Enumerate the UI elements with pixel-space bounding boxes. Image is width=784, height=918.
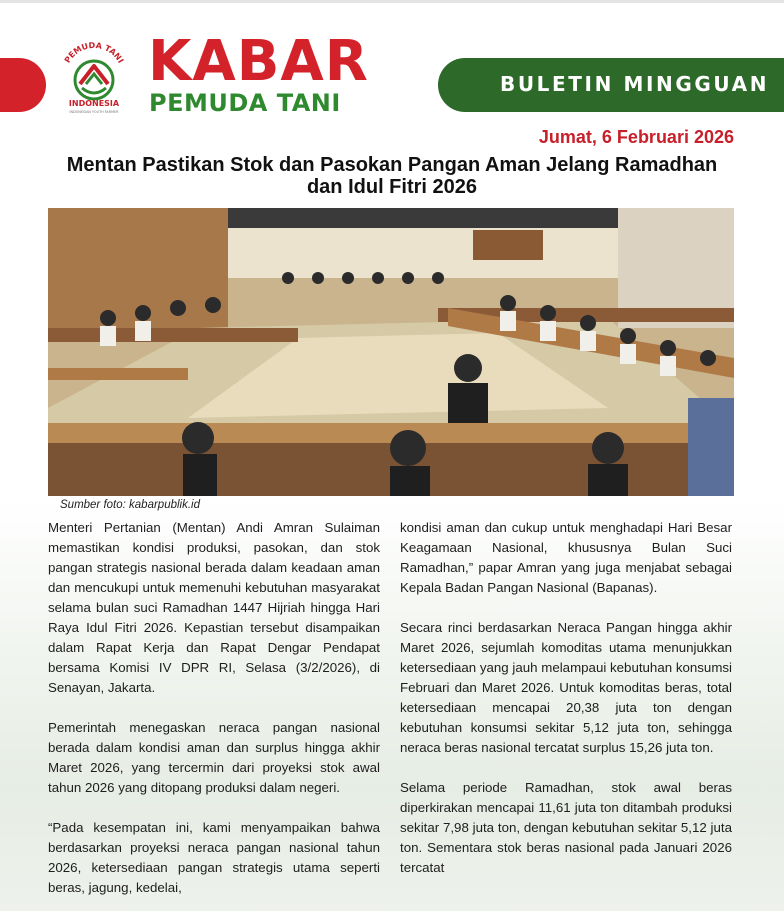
brand-title-kabar: KABAR	[148, 29, 369, 94]
logo-bottom-text: INDONESIA	[68, 99, 120, 108]
meeting-room-illustration	[48, 208, 734, 496]
logo-top-text: PEMUDA TANI	[62, 40, 126, 65]
article-paragraph: Secara rinci berdasarkan Neraca Pangan hingga akhir Maret 2026, sejumlah komoditas utama menunjukkan ketersediaan yang jauh melampaui kebutuhan konsumsi Februari dan Maret 2026. Untuk komoditas beras, total ketersediaan mencapai 20,38 juta ton dengan kebutuhan konsumsi sekitar 5,12 juta ton, sehingga neraca beras nasional tercatat surplus 15,26 juta ton.	[400, 620, 732, 755]
article-headline: Mentan Pastikan Stok dan Pasokan Pangan Aman Jelang Ramadhan dan Idul Fitri 2026	[66, 154, 718, 198]
article-paragraph: “Pada kesempatan ini, kami menyampaikan bahwa berdasarkan proyeksi neraca pangan nasional tahun 2026, ketersediaan pangan strategis utama seperti beras, jagung, kedelai,	[48, 820, 380, 895]
red-accent-tab	[0, 58, 46, 112]
article-paragraph: Pemerintah menegaskan neraca pangan nasional berada dalam kondisi aman dan surplus hingga akhir Maret 2026, yang tercermin dari proyeksi stok awal tahun 2026 yang ditopang produksi dalam negeri.	[48, 720, 380, 795]
logo-tagline: INDONESIAN YOUTH FARMER	[69, 110, 119, 114]
photo-caption: Sumber foto: kabarpublik.id	[60, 499, 200, 511]
article-paragraph: Selama periode Ramadhan, stok awal beras diperkirakan mencapai 11,61 juta ton ditambah produksi sekitar 7,98 juta ton, dengan kebutuhan sekitar 5,12 juta ton. Sementara stok beras nasional pada Januari 2026 tercatat	[400, 780, 732, 875]
top-divider	[0, 0, 784, 3]
article-column-right	[400, 518, 732, 898]
article-photo	[48, 208, 734, 496]
pemuda-tani-logo	[56, 40, 132, 116]
article-paragraph: Menteri Pertanian (Mentan) Andi Amran Sulaiman memastikan kondisi produksi, pasokan, dan stok pangan strategis nasional berada dalam keadaan aman dan mencukupi untuk memenuhi kebutuhan masyarakat selama bulan suci Ramadhan 1447 Hijriah hingga Hari Raya Idul Fitri 2026. Kepastian tersebut disampaikan dalam Rapat Kerja dan Rapat Dengar Pendapat bersama Komisi IV DPR RI, Selasa (3/2/2026), di Senayan, Jakarta.	[48, 520, 380, 695]
issue-date: Jumat, 6 Februari 2026	[538, 127, 734, 147]
brand-title-pemuda-tani: PEMUDA TANI	[149, 89, 341, 117]
bulletin-label: BULETIN MINGGUAN	[500, 72, 770, 96]
article-paragraph: kondisi aman dan cukup untuk menghadapi Hari Besar Keagamaan Nasional, khususnya Bulan Suci Ramadhan,” papar Amran yang juga menjabat sebagai Kepala Badan Pangan Nasional (Bapanas).	[400, 520, 732, 595]
article-column-left	[48, 518, 380, 918]
